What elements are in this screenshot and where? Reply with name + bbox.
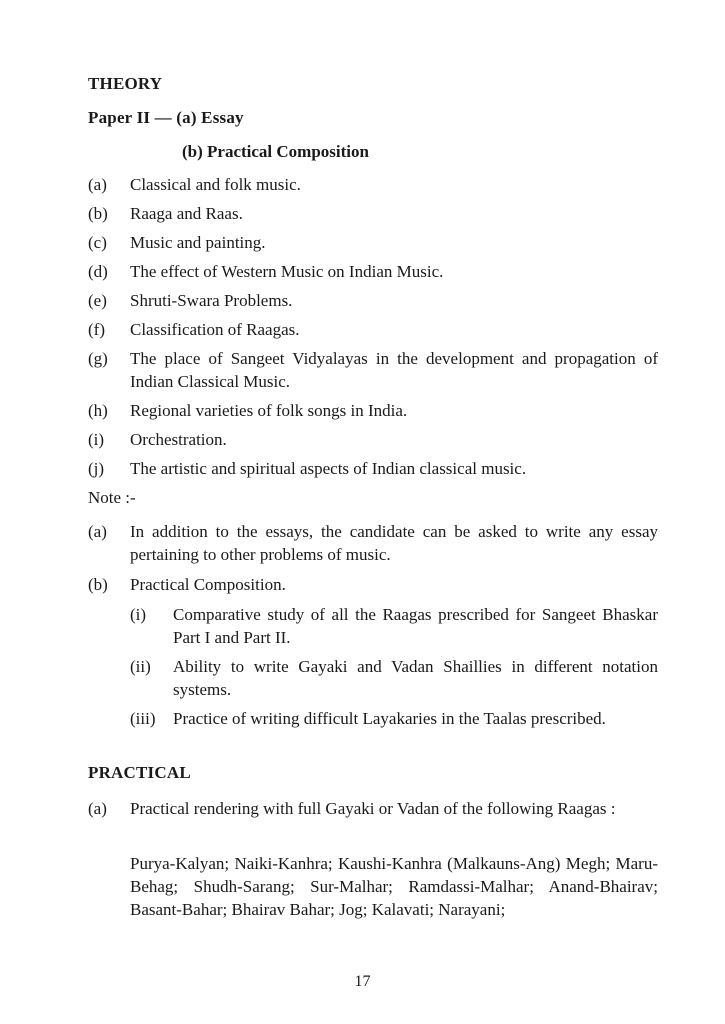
topic-label: (f) [88,320,105,339]
note-item-text: In addition to the essays, the candidate can be asked to write any essay pertaining to other problems of music. [130,522,658,564]
composition-item-text: Comparative study of all the Raagas prescribed for Sangeet Bhaskar Part I and Part II. [173,605,658,647]
page-number: 17 [354,973,371,990]
practical-heading: PRACTICAL [88,763,191,782]
composition-item-label: (i) [130,605,147,624]
practical-item-text: Practical rendering with full Gayaki or Vadan of the following Raagas : [130,799,616,818]
topic-text: The artistic and spiritual aspects of Indian classical music. [130,459,527,478]
topic-label: (a) [88,175,107,194]
practical-item-label: (a) [88,799,107,818]
composition-item-label: (ii) [130,657,151,676]
topic-text: Music and painting. [130,233,266,252]
paper-title: Paper II — (a) Essay [88,108,244,127]
theory-heading: THEORY [88,74,163,93]
topic-label: (c) [88,233,107,252]
topic-label: (b) [88,204,108,223]
topic-text: Raaga and Raas. [130,204,243,223]
paper-subtitle: (b) Practical Composition [182,142,369,161]
topic-label: (e) [88,291,107,310]
note-label: Note :- [88,488,136,507]
note-item-text: Practical Composition. [130,575,286,594]
topic-label: (g) [88,349,108,368]
topic-label: (j) [88,459,105,478]
composition-item-label: (iii) [130,709,156,728]
topic-text: Shruti-Swara Problems. [130,291,293,310]
topic-text: Classical and folk music. [130,175,301,194]
note-item-label: (a) [88,522,107,541]
composition-item-text: Practice of writing difficult Layakaries in the Taalas prescribed. [173,709,606,728]
topic-text: Regional varieties of folk songs in India. [130,401,408,420]
raaga-list: Purya-Kalyan; Naiki-Kanhra; Kaushi-Kanhra (Malkauns-Ang) Megh; Maru-Behag; Shudh-Sarang; Sur-Malhar; Ramdassi-Malhar; Anand-Bhairav; Basant-Bahar; Bhairav Bahar; Jog; Kalavati; Narayani; [130,854,658,919]
topic-text: Classification of Raagas. [130,320,300,339]
composition-item-text: Ability to write Gayaki and Vadan Shaillies in different notation systems. [173,657,658,699]
note-item-label: (b) [88,575,108,594]
topic-label: (i) [88,430,105,449]
topic-label: (d) [88,262,108,281]
topic-text: Orchestration. [130,430,227,449]
topic-text: The effect of Western Music on Indian Music. [130,262,444,281]
topic-label: (h) [88,401,108,420]
topic-text: The place of Sangeet Vidyalayas in the development and propagation of Indian Classical Music. [130,349,658,391]
